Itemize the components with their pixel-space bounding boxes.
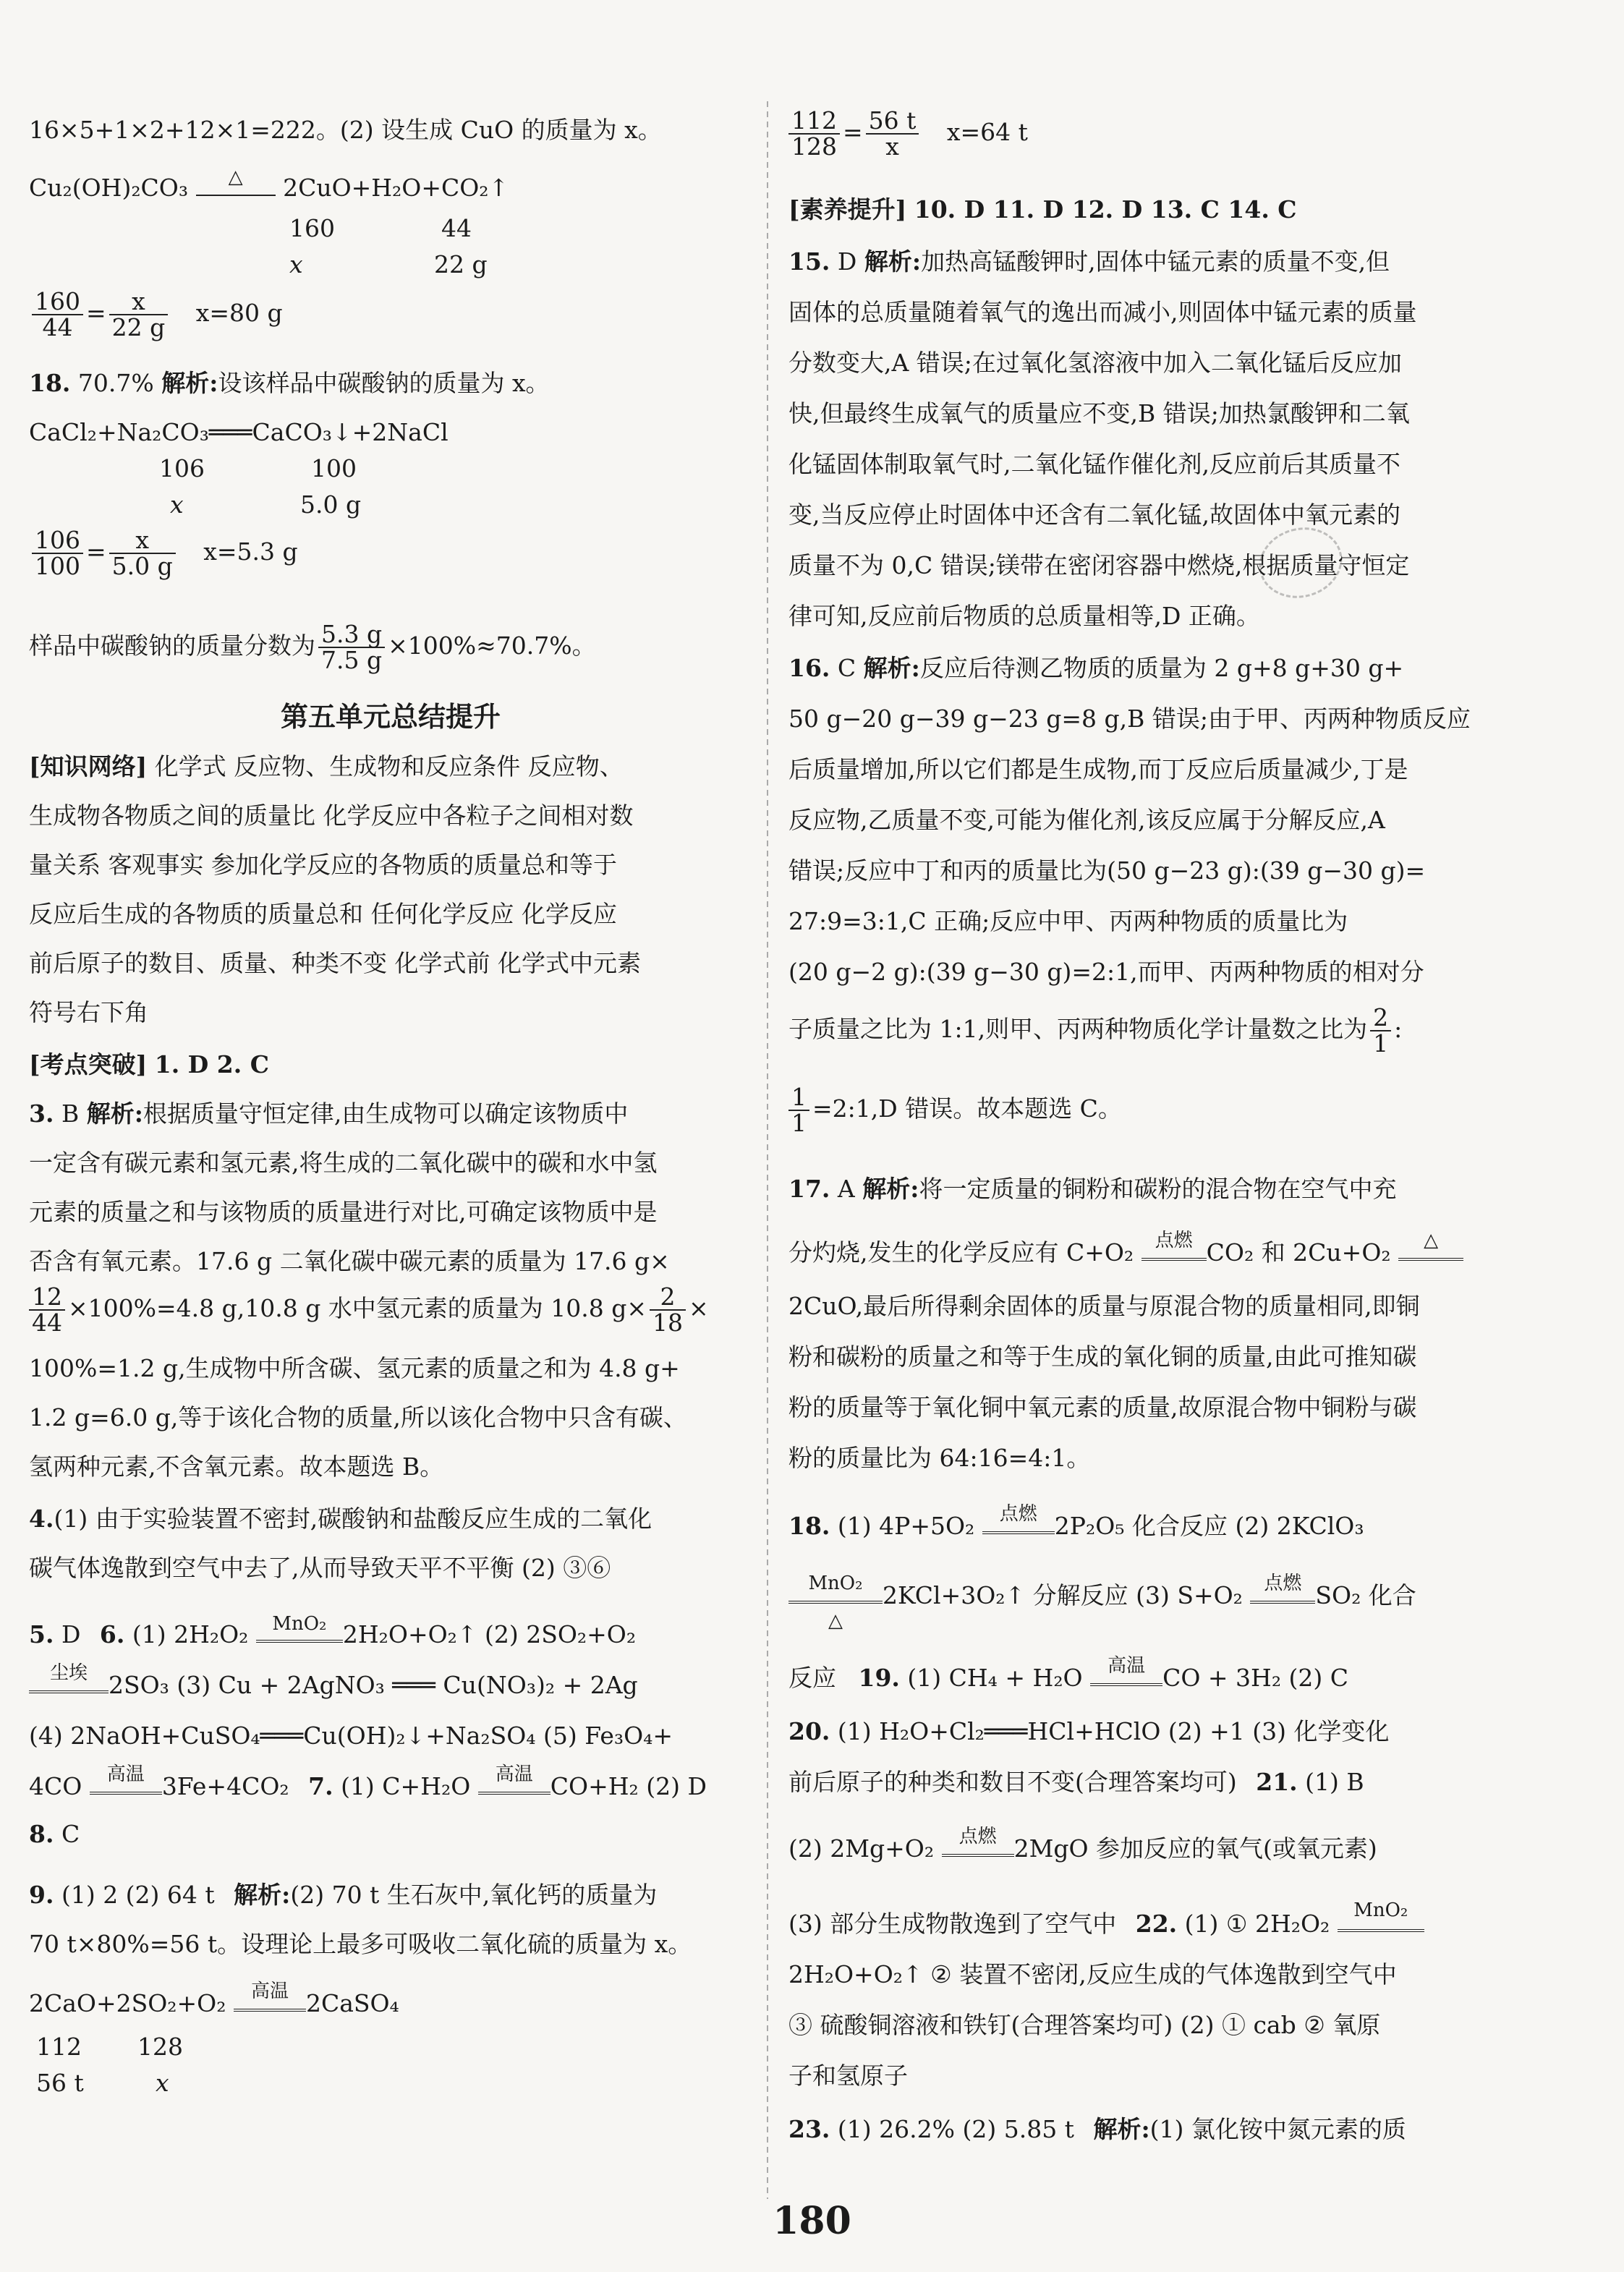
equation-var: 56 t — [36, 2069, 84, 2097]
answer-3: 3. B 解析:根据质量守恒定律,由生成物可以确定该物质中 — [29, 1099, 629, 1128]
text-line: 生成物各物质之间的质量比 化学反应中各粒子之间相对数 — [29, 801, 634, 830]
text-line: 粉的质量比为 64:16=4:1。 — [788, 1444, 1091, 1472]
section-title: 第五单元总结提升 — [280, 700, 501, 733]
text-line: 氢两种元素,不含氧元素。故本题选 B。 — [29, 1452, 444, 1481]
text-line: 律可知,反应前后物质的总质量相等,D 正确。 — [788, 602, 1260, 630]
equation-coef: 44 — [441, 214, 472, 242]
text-line: 子质量之比为 1:1,则甲、丙两种物质化学计量数之比为 $\frac{2}{1}$ : — [788, 1003, 1403, 1058]
equation-line: 2CaO+2SO₂+O₂ 高温 2CaSO₄ — [29, 1980, 399, 2017]
equation-coef: 128 — [137, 2033, 183, 2061]
text-line: 变,当反应停止时固体中还含有二氧化锰,故固体中氧元素的 — [788, 501, 1400, 529]
text-line: 子和氢原子 — [788, 2062, 908, 2090]
text-line: 前后原子的数目、质量、种类不变 化学式前 化学式中元素 — [29, 949, 641, 977]
text-line: 2CuO,最后所得剩余固体的质量与原混合物的质量相同,即铜 — [788, 1292, 1420, 1320]
text-line: 分数变大,A 错误;在过氧化氢溶液中加入二氧化锰后反应加 — [788, 349, 1402, 377]
page-number: 180 — [773, 2199, 851, 2243]
text-line: 反应物,乙质量不变,可能为催化剂,该反应属于分解反应,A — [788, 806, 1385, 834]
text-line: 70 t×80%=56 t。设理论上最多可吸收二氧化硫的质量为 x。 — [29, 1930, 692, 1958]
text-line: 1.2 g=6.0 g,等于该化合物的质量,所以该化合物中只含有碳、 — [29, 1403, 687, 1431]
text-line: 碳气体逸散到空气中去了,从而导致天平不平衡 (2) ③⑥ — [29, 1554, 611, 1582]
text-line: (20 g−2 g):(39 g−30 g)=2:1,而甲、丙两种物质的相对分 — [788, 958, 1424, 986]
text-line: 错误;反应中丁和丙的质量比为(50 g−23 g):(39 g−30 g)= — [788, 856, 1426, 885]
answer-16: 16. C 解析:反应后待测乙物质的质量为 2 g+8 g+30 g+ — [788, 654, 1404, 682]
text-line: 化锰固体制取氧气时,二氧化锰作催化剂,反应前后其质量不 — [788, 450, 1400, 478]
text-line: [考点突破] 1. D 2. C — [29, 1050, 269, 1078]
equation-var: x — [156, 2069, 169, 2097]
answer-5-6: 5. D 6. (1) 2H₂O₂ MnO₂ 2H₂O+O₂↑ (2) 2SO₂+O₂ — [29, 1613, 637, 1648]
equation-coef: 100 — [311, 454, 357, 482]
text-line: 100%=1.2 g,生成物中所含碳、氢元素的质量之和为 4.8 g+ — [29, 1354, 680, 1382]
text-line: 27:9=3:1,C 正确;反应中甲、丙两种物质的质量比为 — [788, 907, 1348, 935]
text-line: $\frac{12}{44}$ ×100%=4.8 g,10.8 g 水中氢元素的质量为 10.8 g× $\frac{2}{18}$ × — [29, 1285, 709, 1335]
equation-line: CaCl₂+Na₂CO₃═══CaCO₃↓+2NaCl — [29, 418, 448, 446]
text-line: [素养提升] 10. D 11. D 12. D 13. C 14. C — [788, 195, 1297, 224]
equation-line: (4) 2NaOH+CuSO₄═══Cu(OH)₂↓+Na₂SO₄ (5) Fe₃O₄+ — [29, 1722, 673, 1750]
equation-var: x — [170, 490, 184, 519]
equation-line: MnO₂ △ 2KCl+3O₂↑ 分解反应 (3) S+O₂ 点燃 SO₂ 化合 — [788, 1581, 1416, 1610]
text-line: 否含有氧元素。17.6 g 二氧化碳中碳元素的质量为 17.6 g× — [29, 1247, 670, 1275]
equation-line: 4CO 高温 3Fe+4CO₂ 7. (1) C+H₂O 高温 CO+H₂ (2) D — [29, 1763, 707, 1800]
equation-line: Cu₂(OH)₂CO₃ △ 2CuO+H₂O+CO₂↑ — [29, 166, 509, 202]
answer-9: 9. (1) 2 (2) 64 t 解析:(2) 70 t 生石灰中,氧化钙的质量为 — [29, 1881, 658, 1909]
text-line: 反应后生成的各物质的质量总和 任何化学反应 化学反应 — [29, 900, 617, 928]
text-line: 快,但最终生成氧气的质量应不变,B 错误;加热氯酸钾和二氧 — [788, 399, 1410, 427]
text-line: 元素的质量之和与该物质的质量进行对比,可确定该物质中是 — [29, 1198, 658, 1226]
equation-coef: 112 — [36, 2033, 82, 2061]
text-line: 一定含有碳元素和氢元素,将生成的二氧化碳中的碳和水中氢 — [29, 1149, 658, 1177]
answer-22: (3) 部分生成物散逸到了空气中 22. (1) ① 2H₂O₂ MnO₂ — [788, 1910, 1424, 1939]
text-line: 量关系 客观事实 参加化学反应的各物质的质量总和等于 — [29, 851, 617, 879]
equation-coef: 160 — [289, 214, 335, 242]
equation-line: 反应 19. (1) CH₄ + H₂O 高温 CO + 3H₂ (2) C — [788, 1655, 1349, 1692]
answer-23: 23. (1) 26.2% (2) 5.85 t 解析:(1) 氯化铵中氮元素的质 — [788, 2115, 1406, 2143]
text-line: 2H₂O+O₂↑ ② 装置不密闭,反应生成的气体逸散到空气中 — [788, 1960, 1397, 1988]
text-line: 16×5+1×2+12×1=222。(2) 设生成 CuO 的质量为 x。 — [29, 116, 662, 144]
equation-var: 22 g — [434, 250, 488, 278]
text-line: 前后原子的种类和数目不变(合理答案均可) 21. (1) B — [788, 1768, 1364, 1796]
text-line: 50 g−20 g−39 g−23 g=8 g,B 错误;由于甲、丙两种物质反应 — [788, 705, 1471, 733]
text-line: 符号右下角 — [29, 998, 148, 1026]
text-line: $\frac{1}{1}$ =2:1,D 错误。故本题选 C。 — [788, 1085, 1122, 1136]
equation-var: 5.0 g — [300, 490, 362, 519]
equation-line: 尘埃 2SO₃ (3) Cu + 2AgNO₃ ═══ Cu(NO₃)₂ + 2Ag — [29, 1671, 638, 1700]
equation-var: x — [289, 250, 303, 278]
text-line: 粉的质量等于氧化铜中氧元素的质量,故原混合物中铜粉与碳 — [788, 1393, 1417, 1421]
proportion-line: $\frac{106}{100}$ = $\frac{x}{5.0 g}$ x=5.3 g — [29, 528, 298, 579]
answer-18: 18. 70.7% 解析:设该样品中碳酸钠的质量为 x。 — [29, 369, 550, 397]
answer-18: 18. (1) 4P+5O₂ 点燃 2P₂O₅ 化合反应 (2) 2KClO₃ — [788, 1503, 1364, 1540]
proportion-line: $\frac{160}{44}$ = $\frac{x}{22 g}$ x=80 g — [29, 289, 283, 340]
answer-4: 4.(1) 由于实验装置不密封,碳酸钠和盐酸反应生成的二氧化 — [29, 1505, 652, 1533]
text-line: ③ 硫酸铜溶液和铁钉(合理答案均可) (2) ① cab ② 氧原 — [788, 2011, 1381, 2039]
equation-line: (2) 2Mg+O₂ 点燃 2MgO 参加反应的氧气(或氧元素) — [788, 1826, 1377, 1863]
equation-line: 分灼烧,发生的化学反应有 C+O₂ 点燃 CO₂ 和 2Cu+O₂ △ — [788, 1238, 1463, 1267]
text-line: 粉和碳粉的质量之和等于生成的氧化铜的质量,由此可推知碳 — [788, 1343, 1417, 1371]
proportion-line: $\frac{112}{128}$ = $\frac{56 t}{x}$ x=64 t — [788, 109, 1028, 159]
answer-8: 8. C — [29, 1820, 80, 1848]
equation-coef: 106 — [159, 454, 205, 482]
answer-20: 20. (1) H₂O+Cl₂═══HCl+HClO (2) +1 (3) 化学变化 — [788, 1717, 1390, 1745]
answer-15: 15. D 解析:加热高锰酸钾时,固体中锰元素的质量不变,但 — [788, 247, 1390, 276]
text-line: [知识网络] 化学式 反应物、生成物和反应条件 反应物、 — [29, 752, 624, 780]
percentage-line: 样品中碳酸钠的质量分数为 $\frac{5.3 g}{7.5 g}$ ×100%≈70.7%。 — [29, 620, 596, 674]
column-divider — [767, 101, 768, 2199]
text-line: 后质量增加,所以它们都是生成物,而丁反应后质量减少,丁是 — [788, 755, 1408, 783]
text-line: 质量不为 0,C 错误;镁带在密闭容器中燃烧,根据质量守恒定 — [788, 551, 1410, 579]
text-line: 固体的总质量随着氧气的逸出而减小,则固体中锰元素的质量 — [788, 298, 1417, 326]
answer-17: 17. A 解析:将一定质量的铜粉和碳粉的混合物在空气中充 — [788, 1175, 1397, 1203]
